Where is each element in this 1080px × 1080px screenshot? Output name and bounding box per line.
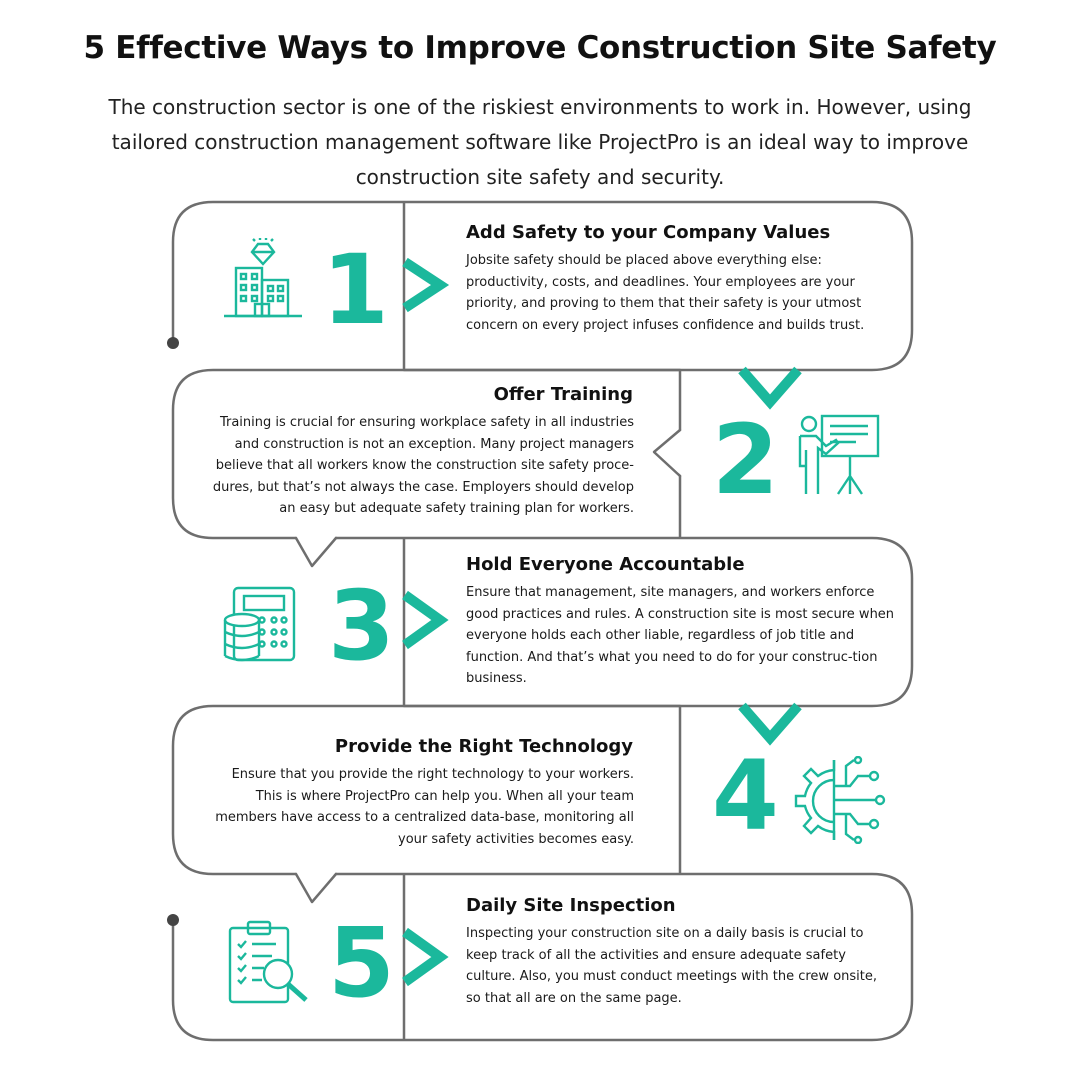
- step-4-title: Provide the Right Technology: [334, 736, 633, 757]
- chevron-right-icon-5: [405, 932, 440, 982]
- step-3-number: 3: [328, 570, 395, 682]
- chevron-down-icon-2: [742, 370, 798, 402]
- step-1-title: Add Safety to your Company Values: [466, 222, 831, 243]
- step-2-side-notch: [654, 430, 682, 476]
- calculator-coins-icon: [222, 586, 298, 666]
- page-subtitle: The construction sector is one of the riskiest environments to work in. However, using tailored construction management software like ProjectPro is an ideal way to improve construction site safety and security.: [108, 95, 972, 189]
- company-values-building-icon: [222, 238, 304, 320]
- step-3-title: Hold Everyone Accountable: [466, 554, 745, 575]
- step-5-text: Inspecting your construction site on a daily basis is crucial to keep track of all the activities and ensure adequate safety culture. Also, you must conduct meetings with the crew onsite, so that all are on the same page.: [466, 926, 878, 1006]
- dot-top: [167, 337, 179, 349]
- step-1-text: Jobsite safety should be placed above everything else: productivity, costs, and deadlines. Your employees are your priority, and proving to them that their safety is your utmost concern on every project infuses confidence and builds trust.: [466, 253, 865, 333]
- step-5-number: 5: [328, 907, 395, 1019]
- step-2-number: 2: [712, 404, 779, 516]
- chevron-down-icon-4: [742, 706, 798, 738]
- step-2-text: Training is crucial for ensuring workplace safety in all industries and construction is not an exception. Many project managers believe that all workers know the construction site safety proce-dures, but that’s not always the case. Employers should develop an easy but adequate safety training plan for workers.: [212, 415, 634, 516]
- step-1-number: 1: [322, 234, 389, 346]
- step-4-text: Ensure that you provide the right technology to your workers. This is where ProjectPro can help you. When all your team members have access to a centralized data-base, monitoring all your safety activities becomes easy.: [215, 767, 634, 847]
- step-4-number: 4: [712, 740, 779, 852]
- technology-gear-circuit-icon: [794, 756, 888, 844]
- step-5-title: Daily Site Inspection: [466, 895, 676, 916]
- training-presenter-icon: [796, 410, 882, 496]
- chevron-right-icon-1: [405, 262, 440, 308]
- step-3-text: Ensure that management, site managers, and workers enforce good practices and rules. A construction site is most secure when everyone holds each other liable, regardless of job title and function. And that’s what you need to do for your construc-tion business.: [466, 585, 895, 686]
- step-2-title: Offer Training: [493, 384, 633, 405]
- inspection-clipboard-magnifier-icon: [226, 920, 312, 1004]
- dot-bottom: [167, 914, 179, 926]
- chevron-right-icon-3: [405, 595, 440, 645]
- page-title: 5 Effective Ways to Improve Construction Site Safety: [83, 30, 997, 66]
